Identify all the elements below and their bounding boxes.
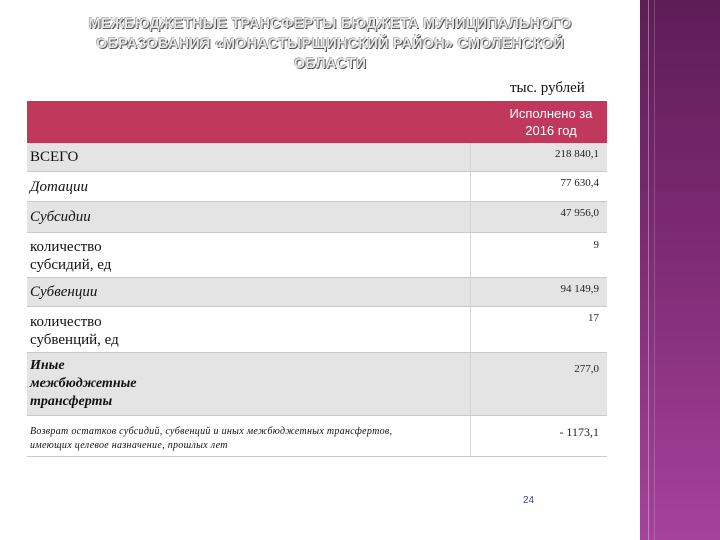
row-label: Субсидии	[30, 209, 91, 225]
row-value: 94 149,9	[560, 283, 599, 295]
row-label-line: трансферты	[30, 394, 113, 409]
row-label: Субвенции	[30, 284, 98, 300]
row-label-line: межбюджетные	[30, 376, 137, 391]
row-label-line: субвенций, ед	[30, 332, 119, 348]
table-row-returns	[27, 416, 607, 457]
row-value: 47 956,0	[560, 207, 599, 219]
row-label	[30, 238, 111, 274]
table-row-total	[27, 143, 607, 172]
row-label	[30, 357, 137, 411]
table-row-subventions-count	[27, 307, 607, 353]
table-row-subsidies-grants	[27, 172, 607, 202]
title-line-1: МЕЖБЮДЖЕТНЫЕ ТРАНСФЕРТЫ БЮДЖЕТА МУНИЦИПАЛЬНОГО	[88, 16, 572, 32]
column-header-executed	[497, 105, 605, 139]
table-row-subventions	[27, 278, 607, 307]
row-value: 77 630,4	[560, 177, 599, 189]
table-row-other-transfers	[27, 353, 607, 416]
unit-label: тыс. рублей	[510, 80, 585, 96]
decorative-side-panel	[640, 0, 720, 540]
transfers-table	[27, 101, 607, 457]
page-number: 24	[523, 495, 535, 506]
row-label-line: количество	[30, 314, 102, 330]
column-header-line-2: 2016 год	[525, 123, 577, 138]
row-label-line: количество	[30, 239, 102, 255]
row-label-line: имеющих целевое назначение, прошлых лет	[30, 440, 228, 451]
table-header	[27, 101, 607, 143]
row-value: 277,0	[574, 363, 599, 375]
row-value: 218 840,1	[555, 148, 599, 160]
title-line-2: ОБРАЗОВАНИЯ «МОНАСТЫРЩИНСКИЙ РАЙОН» СМОЛЕНСКОЙ	[96, 36, 564, 52]
row-label-line: Иные	[30, 358, 65, 373]
row-label-line: субсидий, ед	[30, 257, 112, 273]
row-label	[30, 313, 119, 349]
column-header-line-1: Исполнено за	[509, 106, 593, 121]
row-label: Дотации	[30, 179, 89, 195]
table-row-subsidies-count	[27, 233, 607, 278]
row-label	[30, 425, 392, 453]
row-value: 9	[593, 239, 599, 251]
row-label-line: Возврат остатков субсидий, субвенций и иных межбюджетных трансфертов,	[30, 426, 393, 437]
slide-title	[40, 14, 620, 74]
title-line-3: ОБЛАСТИ	[293, 56, 367, 72]
table-row-subsidies	[27, 202, 607, 233]
row-label: ВСЕГО	[30, 149, 79, 165]
row-value: 17	[588, 312, 599, 324]
row-value: - 1173,1	[559, 425, 599, 439]
